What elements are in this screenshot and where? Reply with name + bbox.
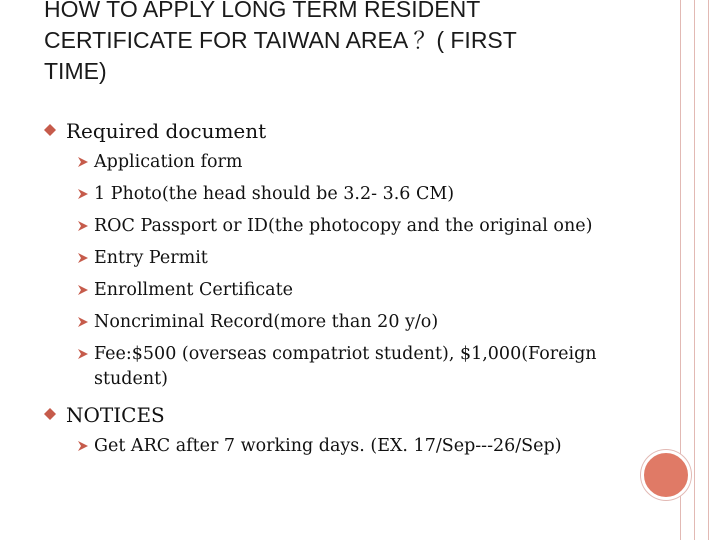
arrow-bullet-icon bbox=[78, 441, 88, 451]
list-item-text: 1 Photo(the head should be 3.2- 3.6 CM) bbox=[94, 184, 455, 204]
section-heading-text: NOTICES bbox=[66, 403, 165, 427]
arrow-bullet-icon bbox=[78, 157, 88, 167]
list-item bbox=[44, 342, 624, 392]
decorative-rule-3 bbox=[708, 0, 709, 540]
arrow-bullet-icon bbox=[78, 349, 88, 359]
list-item-text: Get ARC after 7 working days. (EX. 17/Sep---26/Sep) bbox=[94, 436, 562, 456]
required-document-list bbox=[44, 150, 644, 392]
list-item-text: Fee:$500 (overseas compatriot student), $1,000(Foreign student) bbox=[94, 344, 597, 389]
notices-list bbox=[44, 434, 644, 459]
list-item-text: Noncriminal Record(more than 20 y/o) bbox=[94, 312, 439, 332]
list-item-text: Application form bbox=[94, 152, 243, 172]
slide-title-line-1: HOW TO APPLY LONG TERM RESIDENT bbox=[44, 0, 481, 22]
list-item bbox=[44, 278, 624, 303]
slide-title-line-2: CERTIFICATE FOR TAIWAN AREA ？( FIRST bbox=[44, 27, 517, 53]
arrow-bullet-icon bbox=[78, 189, 88, 199]
diamond-bullet-icon bbox=[44, 124, 56, 136]
list-item bbox=[44, 434, 624, 459]
section-required-heading bbox=[44, 116, 644, 146]
list-item bbox=[44, 182, 624, 207]
arrow-bullet-icon bbox=[78, 317, 88, 327]
arrow-bullet-icon bbox=[78, 253, 88, 263]
arrow-bullet-icon bbox=[78, 221, 88, 231]
diamond-bullet-icon bbox=[44, 408, 56, 420]
decorative-rule-2 bbox=[694, 0, 695, 540]
list-item-text: ROC Passport or ID(the photocopy and the original one) bbox=[94, 216, 593, 236]
slide-title-line-3: TIME) bbox=[44, 58, 107, 84]
list-item-text: Enrollment Certificate bbox=[94, 280, 293, 300]
slide-body bbox=[44, 116, 644, 466]
slide-title bbox=[44, 0, 644, 87]
arrow-bullet-icon bbox=[78, 285, 88, 295]
section-heading-text: Required document bbox=[66, 119, 267, 143]
list-item bbox=[44, 214, 624, 239]
decorative-circle bbox=[641, 450, 691, 500]
list-item bbox=[44, 246, 624, 271]
list-item bbox=[44, 150, 624, 175]
list-item-text: Entry Permit bbox=[94, 248, 208, 268]
list-item bbox=[44, 310, 624, 335]
section-notices-heading bbox=[44, 400, 644, 430]
